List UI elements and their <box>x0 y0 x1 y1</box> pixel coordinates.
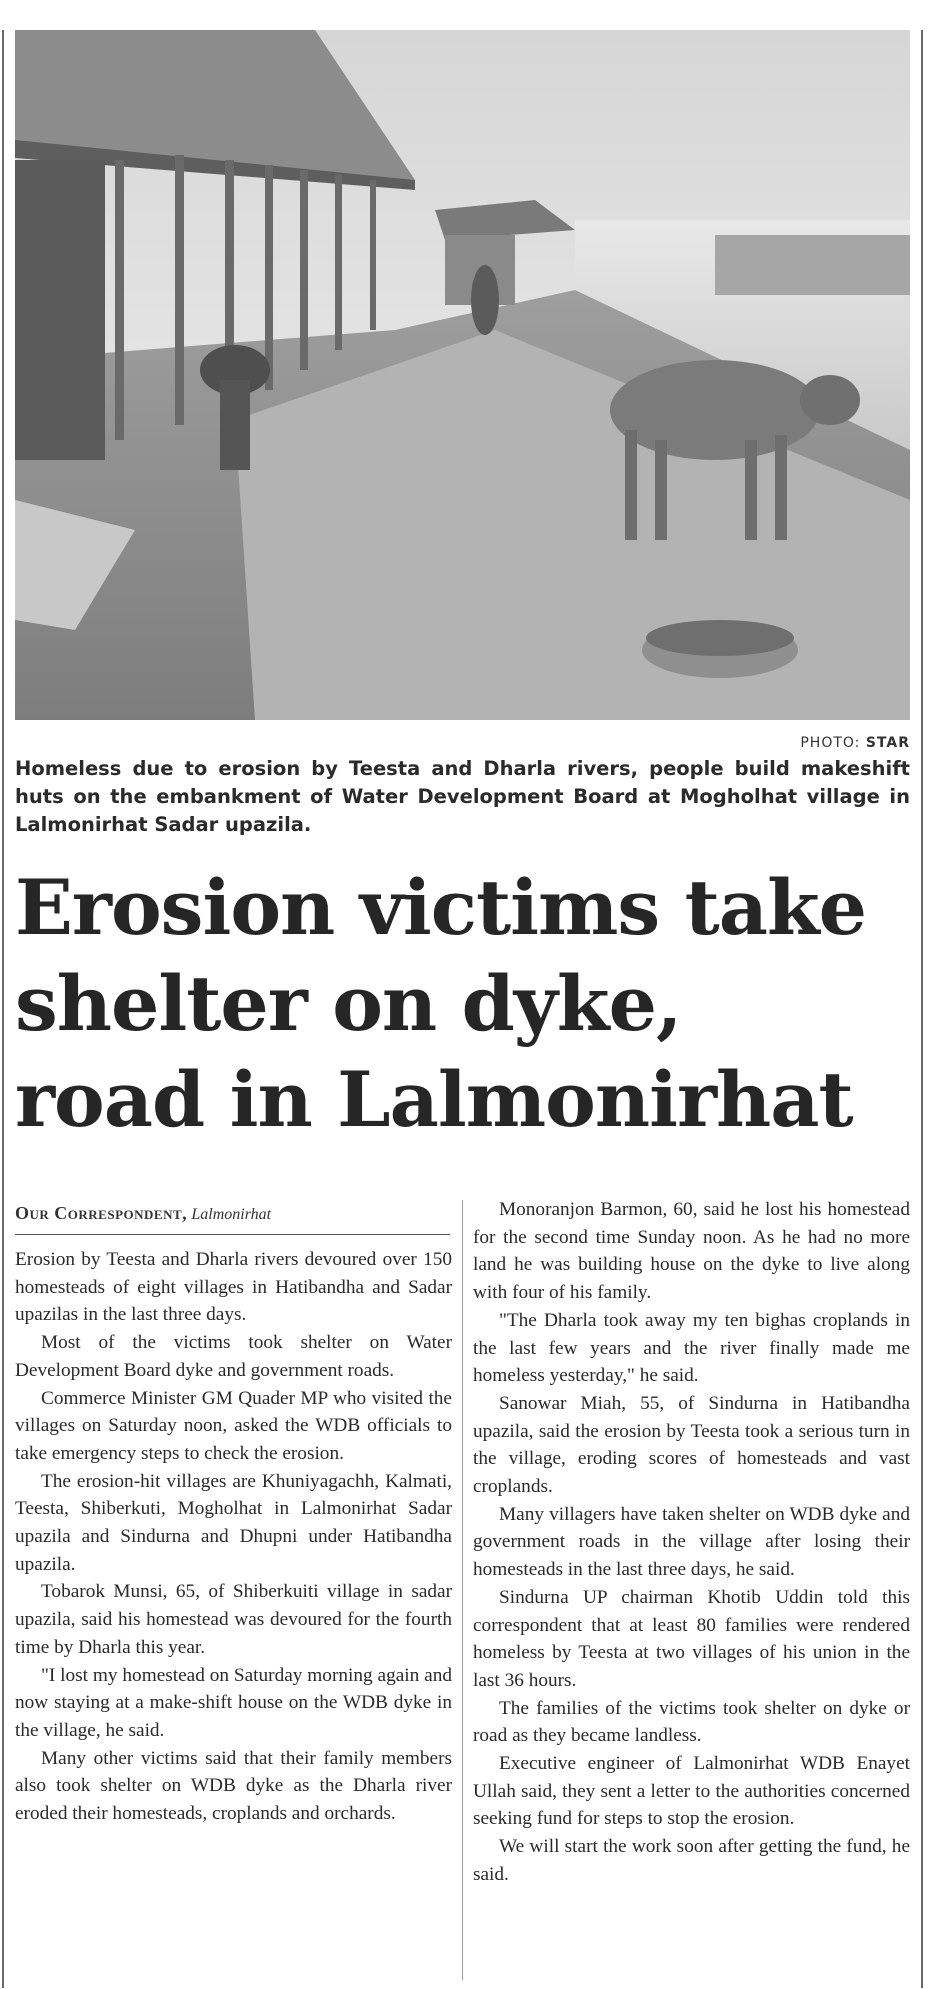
photo-credit-label: PHOTO: <box>800 735 861 751</box>
article-paragraph: Executive engineer of Lalmonirhat WDB Enayet Ullah said, they sent a letter to the authorities concerned seeking fund for steps to stop the erosion. <box>473 1753 910 1830</box>
photo-credit-source: STAR <box>865 735 910 751</box>
byline-location: Lalmonirhat <box>191 1206 272 1223</box>
headline <box>15 860 915 1148</box>
article-paragraph: Most of the victims took shelter on Water Development Board dyke and government roads. <box>15 1332 452 1381</box>
article-paragraph: Many other victims said that their family members also took shelter on WDB dyke as the Dharla river eroded their homesteads, croplands and orchards. <box>15 1747 452 1825</box>
article-paragraph: "I lost my homestead on Saturday morning again and now staying at a make-shift house on the WDB dyke in the village, he said. <box>15 1664 452 1741</box>
photo-credit <box>600 735 910 751</box>
photo-caption: Homeless due to erosion by Teesta and Dharla rivers, people build makeshift huts on the embankment of Water Development Board at Mogholhat village in Lalmonirhat Sadar upazila. <box>15 757 910 836</box>
article-paragraph: Sanowar Miah, 55, of Sindurna in Hatibandha upazila, said the erosion by Teesta took a serious turn in the village, eroding scores of homesteads and vast croplands. <box>473 1392 910 1498</box>
photo-illustration <box>15 30 910 720</box>
byline-author: Our Correspondent, <box>15 1203 188 1223</box>
news-photo <box>15 30 910 720</box>
article-paragraph: Monoranjon Barmon, 60, said he lost his homestead for the second time Sunday noon. As he had no more land he was building house on the dyke to live along with four of his family. <box>473 1199 910 1304</box>
article-paragraph: Commerce Minister GM Quader MP who visited the villages on Saturday noon, asked the WDB officials to take emergency steps to check the erosion. <box>15 1387 452 1464</box>
article-paragraph: Tobarok Munsi, 65, of Shiberkuiti village in sadar upazila, said his homestead was devoured for the fourth time by Dharla this year. <box>15 1581 452 1658</box>
article-paragraph: "The Dharla took away my ten bighas croplands in the last few years and the river finally made me homeless yesterday," he said. <box>473 1309 910 1387</box>
article-paragraph: Erosion by Teesta and Dharla rivers devoured over 150 homesteads of eight villages in Hatibandha and Sadar upazilas in the last three days. <box>15 1249 452 1326</box>
article-paragraph: The erosion-hit villages are Khuniyagachh, Kalmati, Teesta, Shiberkuti, Mogholhat in Lalmonirhat Sadar upazila and Sindurna and Dhupni under Hatibandha upazila. <box>15 1470 452 1575</box>
article-column-right <box>473 1196 910 1889</box>
byline <box>15 1203 450 1235</box>
article-column-left <box>15 1246 452 1828</box>
headline-line-3: road in Lalmonirhat <box>15 1055 853 1144</box>
headline-line-1: Erosion victims take <box>15 863 867 952</box>
article-paragraph: Many villagers have taken shelter on WDB dyke and government roads in the village after losing their homesteads in the last three days, he said. <box>473 1503 910 1581</box>
left-border-rule <box>2 30 4 1988</box>
article-paragraph: Sindurna UP chairman Khotib Uddin told this correspondent that at least 80 families were rendered homeless by Teesta at two villages of his union in the last 36 hours. <box>473 1586 910 1691</box>
right-border-rule <box>921 30 923 1988</box>
headline-line-2: shelter on dyke, <box>15 959 682 1048</box>
article-paragraph: We will start the work soon after getting the fund, he said. <box>473 1836 910 1885</box>
column-separator <box>462 1200 463 1980</box>
article-paragraph: The families of the victims took shelter on dyke or road as they became landless. <box>473 1697 910 1747</box>
